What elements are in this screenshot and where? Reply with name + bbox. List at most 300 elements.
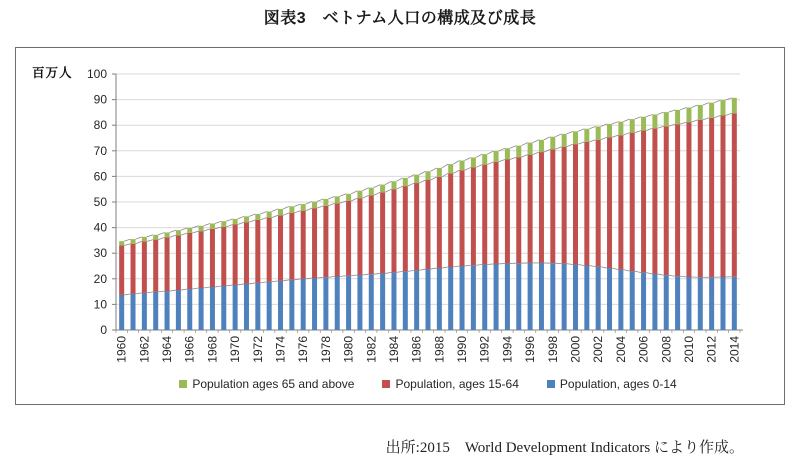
series-line [238, 222, 244, 224]
y-tick-label: 90 [93, 92, 107, 107]
series-line [476, 165, 482, 168]
y-tick-label: 30 [93, 246, 107, 261]
bar-segment-ages-65-above [732, 98, 737, 114]
bar-segment-ages-0-14 [210, 287, 215, 330]
bar-segment-ages-65-above [233, 219, 238, 225]
series-line [465, 167, 471, 170]
bar-segment-ages-0-14 [607, 268, 612, 330]
bar-segment-ages-15-64 [630, 133, 635, 271]
legend-swatch-ages-15-64-icon [382, 380, 390, 388]
series-line [283, 280, 289, 281]
series-line [362, 195, 368, 198]
bar-segment-ages-65-above [289, 206, 294, 212]
bar-segment-ages-0-14 [221, 286, 226, 330]
series-line [385, 272, 391, 273]
bar-segment-ages-15-64 [153, 240, 158, 292]
series-line [362, 188, 368, 191]
series-line [328, 203, 334, 206]
x-tick-label: 1990 [455, 336, 470, 363]
x-tick-label: 1986 [409, 336, 424, 363]
series-line [499, 263, 505, 264]
bar-segment-ages-65-above [460, 161, 465, 171]
series-line [396, 178, 402, 181]
series-line [192, 231, 198, 233]
series-line [691, 105, 697, 108]
y-tick-label: 10 [93, 297, 107, 312]
series-line [351, 275, 357, 276]
x-tick-label: 1982 [364, 336, 379, 363]
series-line [306, 208, 312, 211]
bar-segment-ages-15-64 [357, 198, 362, 275]
bar-segment-ages-65-above [494, 151, 499, 162]
bar-segment-ages-65-above [142, 237, 147, 242]
series-line [714, 100, 720, 103]
bar-segment-ages-65-above [278, 209, 283, 215]
bar-segment-ages-15-64 [664, 126, 669, 275]
source-note: 出所:2015 World Development Indicators により作成。 [385, 440, 744, 456]
bar-segment-ages-0-14 [255, 283, 260, 330]
series-line [351, 191, 357, 194]
x-tick-label: 2000 [568, 336, 583, 363]
series-line [136, 241, 142, 243]
series-line [124, 244, 130, 246]
bar-segment-ages-0-14 [131, 294, 136, 330]
bar-segment-ages-15-64 [607, 137, 612, 268]
series-line [442, 267, 448, 268]
series-line [419, 269, 425, 270]
y-axis-unit-label: 百万人 [32, 66, 73, 80]
bar-segment-ages-65-above [641, 117, 646, 131]
bar-segment-ages-65-above [675, 110, 680, 124]
series-line [623, 119, 629, 122]
series-line [487, 162, 493, 165]
bar-segment-ages-0-14 [562, 264, 567, 330]
bar-segment-ages-65-above [210, 224, 215, 229]
bar-segment-ages-0-14 [165, 291, 170, 330]
bar-segment-ages-0-14 [482, 264, 487, 330]
x-tick-label: 2006 [636, 336, 651, 363]
series-line [623, 133, 629, 136]
legend-item-ages-0-14 [547, 377, 677, 391]
bar-segment-ages-65-above [482, 154, 487, 164]
series-line [589, 126, 595, 128]
series-line [691, 120, 697, 122]
series-line [635, 131, 641, 133]
series-line [340, 194, 346, 197]
bar-segment-ages-65-above [664, 112, 669, 126]
series-line [181, 289, 187, 290]
series-line [260, 218, 266, 220]
bar-segment-ages-65-above [403, 178, 408, 186]
x-tick-label: 1960 [114, 336, 129, 363]
series-line [340, 276, 346, 277]
bar-segment-ages-15-64 [482, 165, 487, 265]
x-tick-label: 1964 [160, 336, 175, 363]
bar-segment-ages-0-14 [369, 274, 374, 330]
y-tick-label: 80 [93, 118, 107, 133]
bar-segment-ages-15-64 [460, 170, 465, 266]
series-line [136, 237, 142, 239]
legend-item-ages-65-above [179, 377, 354, 391]
bar-segment-ages-0-14 [516, 263, 521, 330]
bar-segment-ages-65-above [153, 235, 158, 240]
bar-segment-ages-15-64 [391, 189, 396, 272]
series-line [680, 108, 686, 110]
chart-legend [116, 375, 740, 393]
series-line [578, 129, 584, 132]
series-line [204, 287, 210, 288]
series-line [555, 147, 561, 150]
bar-segment-ages-65-above [528, 143, 533, 155]
y-tick-label: 100 [86, 67, 107, 81]
bar-segment-ages-65-above [119, 241, 124, 245]
series-line [431, 168, 437, 171]
series-line [635, 117, 641, 119]
bar-segment-ages-15-64 [709, 118, 714, 277]
series-line [567, 144, 573, 147]
series-line [555, 134, 561, 137]
bar-segment-ages-0-14 [437, 268, 442, 330]
x-tick-label: 1976 [296, 336, 311, 363]
bar-segment-ages-15-64 [516, 157, 521, 263]
series-line [317, 277, 323, 278]
series-line [158, 291, 164, 292]
series-line [317, 206, 323, 208]
bar-segment-ages-15-64 [176, 235, 181, 290]
bar-segment-ages-0-14 [664, 275, 669, 330]
bar-segment-ages-65-above [652, 114, 657, 128]
series-line [465, 265, 471, 266]
bar-segment-ages-15-64 [142, 241, 147, 292]
bar-segment-ages-15-64 [698, 120, 703, 277]
bar-segment-ages-15-64 [618, 135, 623, 269]
bar-segment-ages-65-above [255, 214, 260, 220]
bar-segment-ages-65-above [630, 119, 635, 133]
bar-segment-ages-15-64 [414, 183, 419, 270]
bar-segment-ages-65-above [448, 164, 453, 173]
series-line [238, 216, 244, 219]
series-line [589, 140, 595, 142]
series-line [544, 137, 550, 140]
series-line [578, 264, 584, 265]
x-tick-label: 1978 [318, 336, 333, 363]
series-line [555, 263, 561, 264]
bar-segment-ages-0-14 [233, 285, 238, 330]
x-tick-label: 1972 [250, 336, 265, 363]
series-line [612, 268, 618, 270]
bar-segment-ages-15-64 [732, 113, 737, 276]
series-line [453, 161, 459, 165]
bar-segment-ages-0-14 [289, 280, 294, 330]
series-line [419, 180, 425, 183]
bar-segment-ages-15-64 [471, 167, 476, 265]
series-line [567, 131, 573, 134]
series-line [249, 283, 255, 284]
y-tick-label: 20 [93, 271, 107, 286]
series-line [249, 214, 255, 216]
bar-segment-ages-65-above [165, 232, 170, 237]
bar-segment-ages-15-64 [686, 122, 691, 277]
series-line [147, 240, 153, 242]
bar-segment-ages-0-14 [142, 293, 147, 330]
series-line [181, 233, 187, 235]
series-line [147, 235, 153, 237]
bar-segment-ages-0-14 [335, 276, 340, 330]
bar-segment-ages-65-above [221, 221, 226, 227]
bar-segment-ages-65-above [267, 211, 272, 217]
bar-segment-ages-65-above [562, 134, 567, 147]
series-line [294, 204, 300, 206]
bar-segment-ages-15-64 [448, 173, 453, 267]
bar-segment-ages-65-above [437, 168, 442, 177]
bar-segment-ages-65-above [584, 129, 589, 142]
series-line [578, 142, 584, 144]
bar-segment-ages-0-14 [618, 270, 623, 330]
bar-segment-ages-0-14 [709, 277, 714, 330]
series-line [283, 213, 289, 216]
bar-segment-ages-65-above [187, 228, 192, 233]
series-line [226, 225, 232, 227]
bar-segment-ages-15-64 [346, 201, 351, 276]
bar-segment-ages-65-above [357, 191, 362, 198]
bar-segment-ages-0-14 [199, 288, 204, 330]
bar-segment-ages-65-above [244, 216, 249, 222]
series-line [612, 135, 618, 137]
bar-segment-ages-0-14 [528, 263, 533, 330]
bar-segment-ages-65-above [720, 100, 725, 115]
series-line [317, 199, 323, 202]
series-line [374, 273, 380, 274]
series-line [487, 264, 493, 265]
series-line [680, 276, 686, 277]
series-line [170, 290, 176, 291]
series-line [442, 164, 448, 168]
series-line [533, 152, 539, 155]
bar-segment-ages-0-14 [505, 263, 510, 330]
page-title: 図表3 ベトナム人口の構成及び成長 [263, 10, 537, 27]
y-tick-label: 50 [93, 195, 107, 209]
series-line [714, 115, 720, 117]
series-line [635, 271, 641, 273]
bar-segment-ages-65-above [686, 108, 691, 123]
x-tick-label: 1966 [182, 336, 197, 363]
bar-segment-ages-15-64 [550, 149, 555, 263]
series-line [181, 228, 187, 230]
bar-segment-ages-65-above [516, 146, 521, 158]
legend-item-ages-15-64 [382, 377, 518, 391]
series-line [657, 274, 663, 275]
bar-segment-ages-15-64 [221, 227, 226, 286]
bar-segment-ages-15-64 [596, 140, 601, 267]
series-line [725, 113, 731, 115]
bar-segment-ages-65-above [618, 122, 623, 136]
bar-segment-ages-0-14 [539, 263, 544, 330]
series-line [601, 137, 607, 140]
series-line [623, 270, 629, 272]
series-line [204, 224, 210, 226]
bar-segment-ages-15-64 [187, 233, 192, 289]
series-line [158, 237, 164, 239]
y-tick-label: 60 [93, 169, 107, 184]
bar-segment-ages-65-above [380, 185, 385, 193]
bar-segment-ages-15-64 [652, 128, 657, 274]
bar-segment-ages-15-64 [255, 220, 260, 283]
bar-segment-ages-65-above [698, 105, 703, 120]
bar-segment-ages-0-14 [346, 276, 351, 330]
bar-segment-ages-0-14 [573, 264, 578, 330]
bar-segment-ages-0-14 [675, 276, 680, 330]
series-line [226, 285, 232, 286]
series-line [465, 157, 471, 160]
series-line [669, 275, 675, 276]
bar-segment-ages-15-64 [494, 162, 499, 264]
bar-segment-ages-0-14 [119, 295, 124, 330]
series-line [385, 181, 391, 184]
bar-segment-ages-0-14 [403, 271, 408, 330]
bar-segment-ages-65-above [426, 171, 431, 180]
series-line [260, 282, 266, 283]
series-line [408, 270, 414, 271]
bar-segment-ages-0-14 [686, 277, 691, 330]
bar-segment-ages-65-above [471, 157, 476, 167]
series-line [328, 276, 334, 277]
series-line [283, 206, 289, 209]
x-tick-label: 2008 [659, 336, 674, 363]
bar-segment-ages-15-64 [233, 225, 238, 285]
bar-segment-ages-65-above [573, 131, 578, 144]
bar-segment-ages-65-above [301, 204, 306, 211]
series-line [396, 271, 402, 272]
x-tick-label: 1968 [205, 336, 220, 363]
series-line [476, 264, 482, 265]
bar-segment-ages-0-14 [244, 284, 249, 330]
series-line [272, 209, 278, 212]
x-tick-label: 1994 [500, 336, 515, 363]
series-line [657, 112, 663, 114]
series-line [646, 273, 652, 274]
series-line [374, 185, 380, 188]
bar-segment-ages-15-64 [301, 211, 306, 279]
bar-segment-ages-65-above [176, 230, 181, 235]
bar-segment-ages-65-above [539, 140, 544, 152]
bar-segment-ages-15-64 [278, 215, 283, 281]
legend-swatch-ages-65-above-icon [179, 380, 187, 388]
bar-segment-ages-0-14 [584, 265, 589, 330]
series-line [215, 221, 221, 223]
series-line [170, 230, 176, 232]
chart-frame [15, 47, 785, 405]
x-tick-label: 1992 [477, 336, 492, 363]
bar-segment-ages-15-64 [720, 115, 725, 277]
bar-segment-ages-15-64 [403, 186, 408, 271]
series-line [272, 215, 278, 217]
bar-segment-ages-65-above [323, 199, 328, 206]
bar-segment-ages-0-14 [630, 271, 635, 330]
x-tick-label: 1998 [545, 336, 560, 363]
bar-segment-ages-15-64 [426, 180, 431, 269]
series-line [396, 186, 402, 189]
series-line [362, 274, 368, 275]
bar-segment-ages-15-64 [244, 222, 249, 284]
bar-segment-ages-15-64 [539, 152, 544, 263]
bar-segment-ages-0-14 [176, 290, 181, 330]
bar-segment-ages-0-14 [641, 273, 646, 330]
series-line [533, 140, 539, 143]
bar-segment-ages-0-14 [426, 269, 431, 330]
legend-label-ages-0-14: Population, ages 0-14 [559, 377, 677, 391]
bar-segment-ages-15-64 [573, 144, 578, 264]
legend-label-ages-65-above: Population ages 65 and above [192, 377, 355, 391]
bar-segment-ages-0-14 [301, 279, 306, 330]
series-line [170, 235, 176, 237]
series-line [487, 151, 493, 154]
bar-segment-ages-0-14 [278, 281, 283, 330]
bar-segment-ages-65-above [131, 239, 136, 244]
bar-segment-ages-65-above [312, 201, 317, 208]
series-line [272, 281, 278, 282]
legend-swatch-ages-0-14-icon [547, 380, 555, 388]
series-line [646, 128, 652, 130]
bar-segment-ages-65-above [550, 137, 555, 150]
series-line [260, 211, 266, 214]
bar-segment-ages-0-14 [357, 275, 362, 330]
series-line [453, 170, 459, 173]
bar-segment-ages-65-above [335, 196, 340, 203]
bar-segment-ages-65-above [391, 181, 396, 189]
bar-segment-ages-15-64 [641, 131, 646, 273]
bar-segment-ages-15-64 [437, 177, 442, 268]
x-tick-label: 1980 [341, 336, 356, 363]
bar-segment-ages-0-14 [267, 282, 272, 330]
series-line [294, 211, 300, 213]
x-tick-label: 1974 [273, 336, 288, 363]
series-line [521, 155, 527, 158]
x-tick-label: 1962 [137, 336, 152, 363]
series-line [453, 266, 459, 267]
bar-segment-ages-15-64 [675, 124, 680, 276]
series-line [589, 265, 595, 266]
bar-segment-ages-15-64 [369, 195, 374, 274]
bar-segment-ages-65-above [596, 126, 601, 139]
series-line [249, 220, 255, 222]
y-tick-label: 70 [93, 143, 107, 158]
bar-segment-ages-0-14 [391, 272, 396, 330]
bar-segment-ages-15-64 [199, 231, 204, 288]
bar-segment-ages-0-14 [732, 277, 737, 330]
series-line [351, 198, 357, 201]
bar-segment-ages-65-above [199, 226, 204, 231]
x-tick-label: 1988 [432, 336, 447, 363]
x-tick-label: 2002 [591, 336, 606, 363]
bar-segment-ages-0-14 [652, 274, 657, 330]
bar-segment-ages-15-64 [528, 155, 533, 263]
bar-segment-ages-0-14 [153, 292, 158, 330]
series-line [215, 286, 221, 287]
x-tick-label: 2004 [613, 336, 628, 363]
series-line [408, 183, 414, 186]
bar-segment-ages-65-above [369, 188, 374, 196]
series-line [612, 122, 618, 124]
bar-segment-ages-65-above [505, 148, 510, 159]
bar-segment-ages-15-64 [323, 206, 328, 277]
series-line [204, 229, 210, 231]
bar-segment-ages-15-64 [289, 213, 294, 280]
bar-segment-ages-15-64 [335, 203, 340, 276]
bar-segment-ages-0-14 [596, 267, 601, 330]
bar-segment-ages-65-above [709, 103, 714, 118]
series-line [158, 232, 164, 234]
series-line [136, 293, 142, 294]
